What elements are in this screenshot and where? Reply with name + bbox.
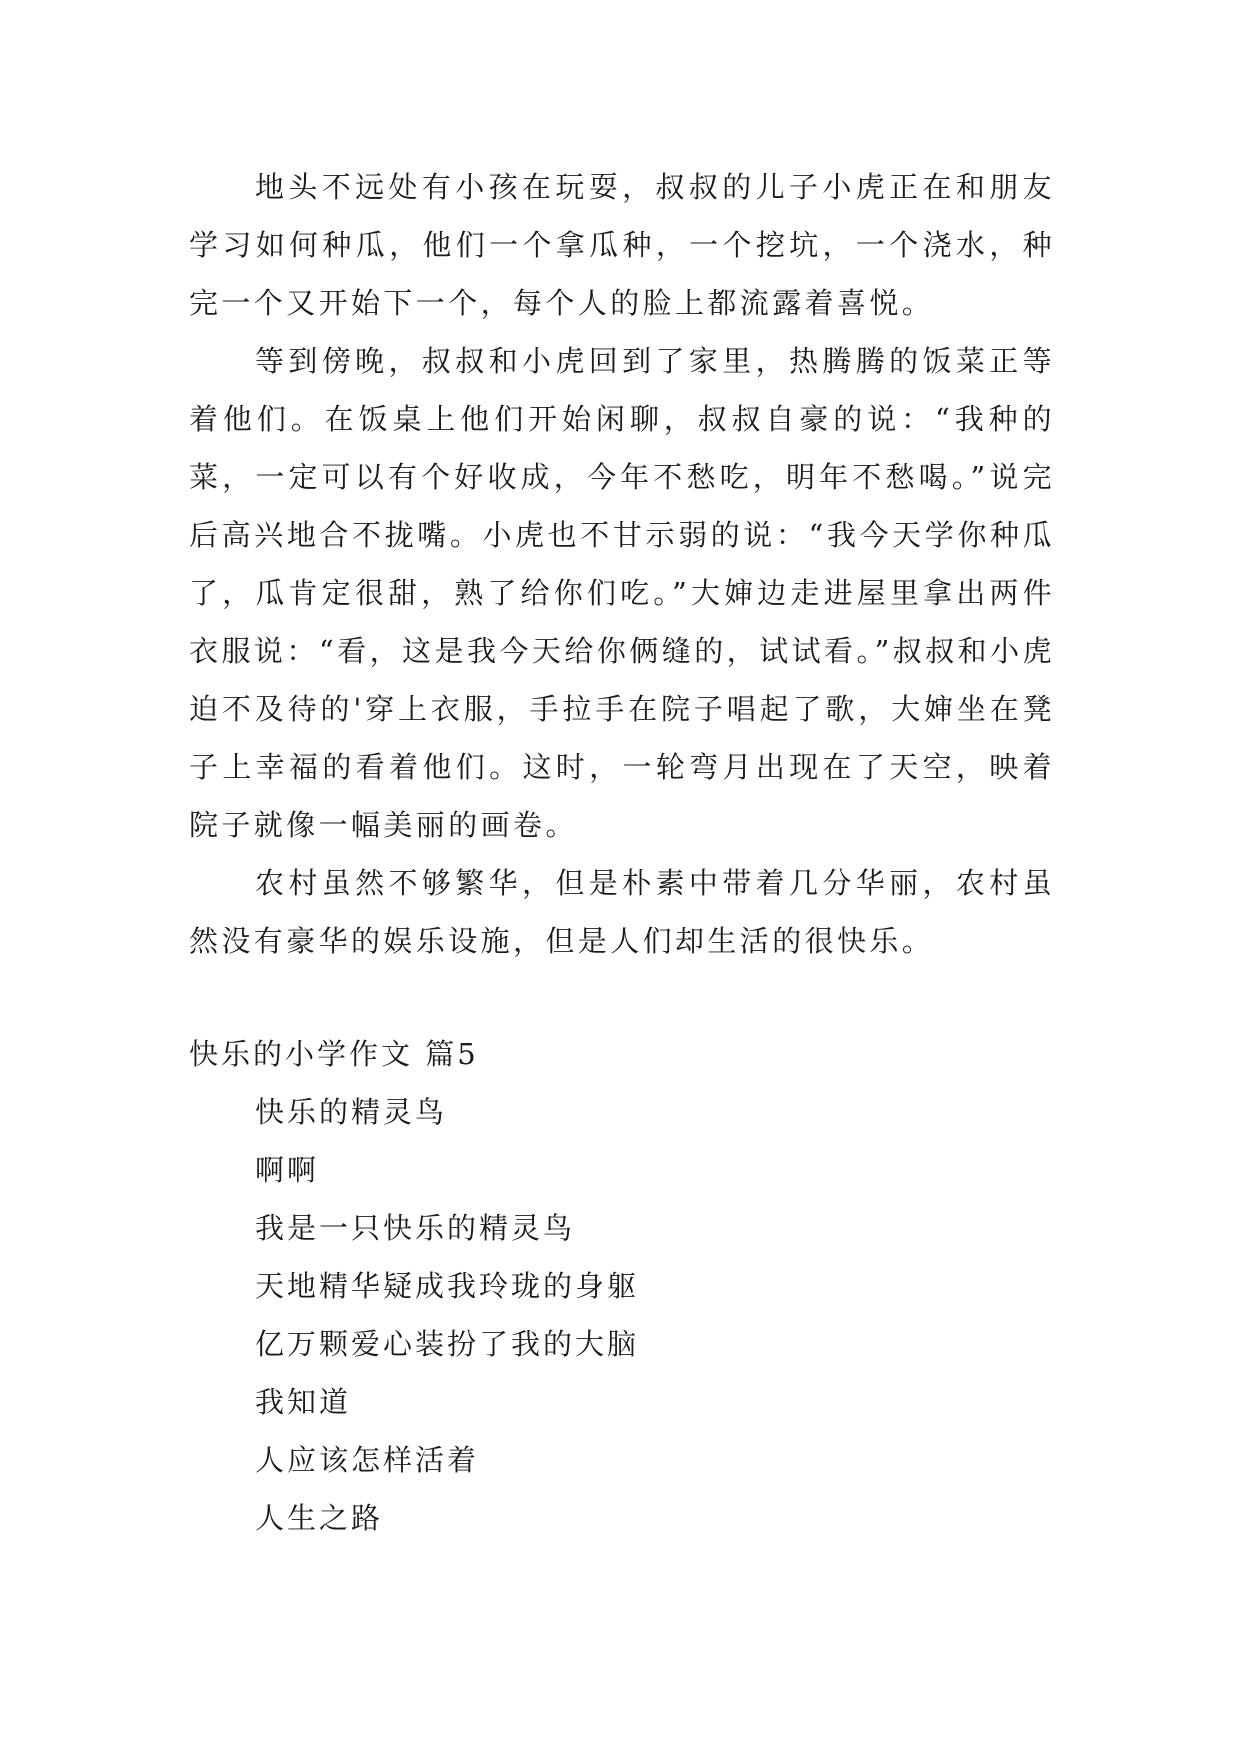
paragraph-evening-dinner: 等到傍晚，叔叔和小虎回到了家里，热腾腾的饭菜正等着他们。在饭桌上他们开始闲聊，叔叔自豪的说：“我种的菜，一定可以有个好收成，今年不愁吃，明年不愁喝。”说完后高兴地合不拢嘴。小虎也不甘示弱的说：“我今天学你种瓜了，瓜肯定很甜，熟了给你们吃。”大婶边走进屋里拿出两件衣服说：“看，这是我今天给你俩缝的，试试看。”叔叔和小虎迫不及待的'穿上衣服，手拉手在院子唱起了歌，大婶坐在凳子上幸福的看着他们。这时，一轮弯月出现在了天空，映着院子就像一幅美丽的画卷。 [189, 344, 1055, 842]
document-body [189, 158, 1055, 1547]
poem-lines [189, 1083, 1055, 1547]
poem-line: 天地精华疑成我玲珑的身躯 [255, 1269, 640, 1303]
poem-line: 啊啊 [255, 1153, 320, 1187]
poem-line: 亿万颗爱心装扮了我的大脑 [255, 1327, 640, 1361]
poem-line: 我是一只快乐的精灵鸟 [255, 1211, 576, 1245]
section-heading: 快乐的小学作文 篇5 [189, 1037, 479, 1071]
paragraph-children-planting: 地头不远处有小孩在玩耍，叔叔的儿子小虎正在和朋友学习如何种瓜，他们一个拿瓜种，一个挖坑，一个浇水，种完一个又开始下一个，每个人的脸上都流露着喜悦。 [189, 170, 1055, 320]
poem-line: 人应该怎样活着 [255, 1443, 480, 1477]
poem-line: 我知道 [255, 1385, 352, 1419]
poem-line: 快乐的精灵鸟 [255, 1095, 448, 1129]
paragraph-rural-happiness: 农村虽然不够繁华，但是朴素中带着几分华丽，农村虽然没有豪华的娱乐设施，但是人们却生活的很快乐。 [189, 866, 1055, 958]
poem-line: 人生之路 [255, 1501, 384, 1535]
